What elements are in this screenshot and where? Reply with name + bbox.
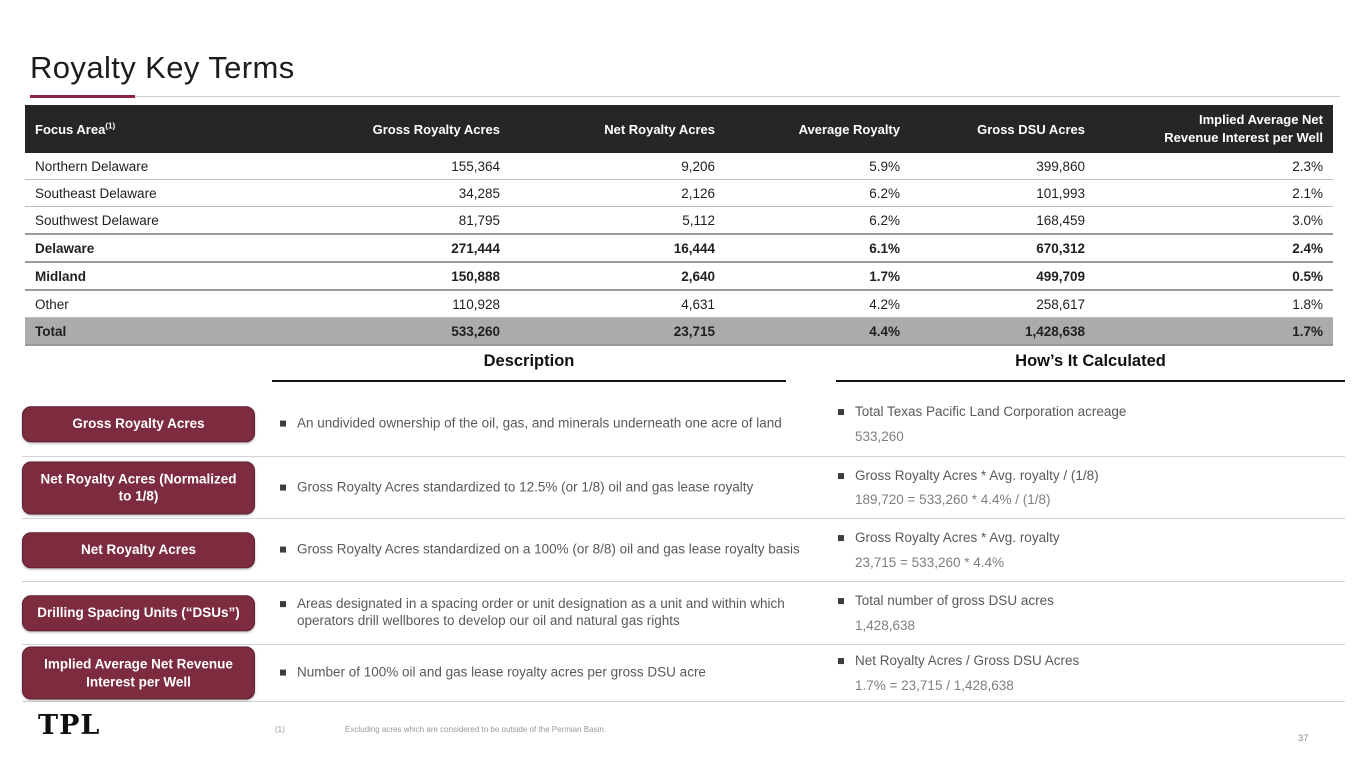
title-underline-gray xyxy=(30,96,1340,97)
value-cell: 16,444 xyxy=(673,240,715,256)
bullet-square-icon xyxy=(280,670,286,676)
calculation-text: Gross Royalty Acres * Avg. royalty xyxy=(855,530,1060,546)
bullet-square-icon xyxy=(838,658,844,664)
value-cell: 670,312 xyxy=(1036,240,1085,256)
calculation-value: 23,715 = 533,260 * 4.4% xyxy=(855,554,1005,570)
description-block xyxy=(280,542,820,559)
value-cell: 34,285 xyxy=(458,185,500,201)
bullet-square-icon xyxy=(280,421,286,427)
value-cell: 2,126 xyxy=(681,185,715,201)
title-underline xyxy=(30,95,1340,98)
table-row xyxy=(25,262,1333,290)
description-block xyxy=(280,479,820,496)
term-badge: Gross Royalty Acres xyxy=(22,406,255,442)
col-header-net-royalty-acres: Net Royalty Acres xyxy=(510,105,725,153)
description-column-header: Description xyxy=(272,352,786,382)
value-cell: 9,206 xyxy=(681,158,715,174)
col-header-gross-dsu-acres: Gross DSU Acres xyxy=(910,105,1095,153)
bullet-square-icon xyxy=(280,601,286,607)
focus-area-cell: Southeast Delaware xyxy=(35,185,157,201)
table-total-row xyxy=(25,318,1333,346)
col-header-focus-area xyxy=(25,105,325,153)
description-block xyxy=(280,665,820,682)
table-row xyxy=(25,207,1333,235)
value-cell: 5,112 xyxy=(682,212,715,228)
calculation-value: 533,260 xyxy=(855,428,904,444)
table-row xyxy=(25,234,1333,262)
value-cell: 271,444 xyxy=(451,240,500,256)
table-row xyxy=(25,290,1333,318)
page-title: Royalty Key Terms xyxy=(30,50,295,85)
calculation-block xyxy=(838,468,1343,508)
value-cell: 0.5% xyxy=(1292,268,1323,284)
tpl-logo: TPL xyxy=(38,710,101,741)
table-header-row xyxy=(25,105,1333,153)
value-cell: 4.4% xyxy=(869,323,900,339)
value-cell: 6.1% xyxy=(869,240,900,256)
royalty-table xyxy=(25,105,1333,346)
col-header-average-royalty: Average Royalty xyxy=(725,105,910,153)
value-cell: 110,928 xyxy=(452,296,500,312)
calculated-column-header: How’s It Calculated xyxy=(836,352,1345,382)
definition-row xyxy=(22,519,1345,582)
bullet-square-icon xyxy=(838,535,844,541)
value-cell: 101,993 xyxy=(1036,185,1085,201)
term-badge: Net Royalty Acres (Normalized to 1/8) xyxy=(22,461,255,514)
bullet-square-icon xyxy=(280,484,286,490)
bullet-square-icon xyxy=(838,473,844,479)
calculation-value: 1.7% = 23,715 / 1,428,638 xyxy=(855,677,1014,693)
calculation-block xyxy=(838,530,1343,570)
definitions-headers xyxy=(22,352,1345,392)
value-cell: 258,617 xyxy=(1036,296,1085,312)
focus-area-cell: Midland xyxy=(35,268,86,284)
col-header-gross-royalty-acres: Gross Royalty Acres xyxy=(325,105,510,153)
definitions-section xyxy=(22,352,1345,702)
calculation-value: 1,428,638 xyxy=(855,617,916,633)
footnote-marker: (1) xyxy=(275,725,285,734)
calculation-text: Total Texas Pacific Land Corporation acreage xyxy=(855,404,1127,420)
term-badge: Implied Average Net Revenue Interest per Well xyxy=(22,646,255,699)
description-text: Areas designated in a spacing order or unit designation as a unit and within which operators drill wellbores to develop our oil and natural gas rights xyxy=(297,596,785,628)
bullet-square-icon xyxy=(838,598,844,604)
value-cell: 1,428,638 xyxy=(1024,323,1085,339)
page-number: 37 xyxy=(1298,733,1309,744)
footnote-superscript: (1) xyxy=(105,121,116,131)
value-cell: 2.3% xyxy=(1292,158,1323,174)
col-header-implied-nri xyxy=(1095,105,1333,153)
value-cell: 23,715 xyxy=(673,323,715,339)
value-cell: 5.9% xyxy=(869,158,900,174)
value-cell: 6.2% xyxy=(869,185,900,201)
focus-area-cell: Delaware xyxy=(35,240,95,256)
focus-area-cell: Southwest Delaware xyxy=(35,212,159,228)
definition-row xyxy=(22,645,1345,702)
description-text: Number of 100% oil and gas lease royalty acres per gross DSU acre xyxy=(297,664,706,680)
term-badge: Net Royalty Acres xyxy=(22,532,255,568)
calculation-text: Total number of gross DSU acres xyxy=(855,593,1054,609)
value-cell: 1.8% xyxy=(1292,296,1323,312)
focus-area-cell: Other xyxy=(35,296,69,312)
value-cell: 4,631 xyxy=(681,296,715,312)
table-row xyxy=(25,153,1333,180)
col-header-label: Focus Area xyxy=(35,121,106,137)
title-underline-accent xyxy=(30,95,135,98)
calculation-value: 189,720 = 533,260 * 4.4% / (1/8) xyxy=(855,492,1051,508)
value-cell: 81,795 xyxy=(458,212,500,228)
calculation-block xyxy=(838,593,1343,633)
value-cell: 2.4% xyxy=(1292,240,1323,256)
description-text: Gross Royalty Acres standardized on a 100% (or 8/8) oil and gas lease royalty basis xyxy=(297,541,800,557)
bullet-square-icon xyxy=(280,547,286,553)
value-cell: 499,709 xyxy=(1036,268,1085,284)
footnote-text: Excluding acres which are considered to be outside of the Permian Basin. xyxy=(345,725,607,734)
calculation-block xyxy=(838,404,1343,444)
col-header-line1: Implied Average Net xyxy=(1198,111,1323,127)
value-cell: 1.7% xyxy=(869,268,900,284)
description-text: Gross Royalty Acres standardized to 12.5% (or 1/8) oil and gas lease royalty xyxy=(297,479,754,495)
value-cell: 3.0% xyxy=(1292,212,1323,228)
value-cell: 4.2% xyxy=(869,296,900,312)
bullet-square-icon xyxy=(838,409,844,415)
calculation-block xyxy=(838,653,1343,693)
focus-area-cell: Northern Delaware xyxy=(35,158,149,174)
value-cell: 2,640 xyxy=(681,268,715,284)
description-block xyxy=(280,416,820,433)
value-cell: 150,888 xyxy=(451,268,500,284)
table-row xyxy=(25,180,1333,207)
term-badge: Drilling Spacing Units (“DSUs”) xyxy=(22,595,255,631)
value-cell: 168,459 xyxy=(1036,212,1085,228)
focus-area-cell: Total xyxy=(35,323,67,339)
value-cell: 533,260 xyxy=(451,323,500,339)
value-cell: 155,364 xyxy=(451,158,500,174)
definition-row xyxy=(22,582,1345,645)
col-header-line2: Revenue Interest per Well xyxy=(1164,130,1323,145)
value-cell: 6.2% xyxy=(869,212,900,228)
calculation-text: Net Royalty Acres / Gross DSU Acres xyxy=(855,653,1080,669)
description-block xyxy=(280,596,820,630)
definition-row xyxy=(22,457,1345,519)
description-text: An undivided ownership of the oil, gas, and minerals underneath one acre of land xyxy=(297,415,782,431)
value-cell: 399,860 xyxy=(1036,158,1085,174)
value-cell: 2.1% xyxy=(1292,185,1323,201)
calculation-text: Gross Royalty Acres * Avg. royalty / (1/8) xyxy=(855,467,1099,483)
definition-row xyxy=(22,392,1345,457)
value-cell: 1.7% xyxy=(1292,323,1323,339)
